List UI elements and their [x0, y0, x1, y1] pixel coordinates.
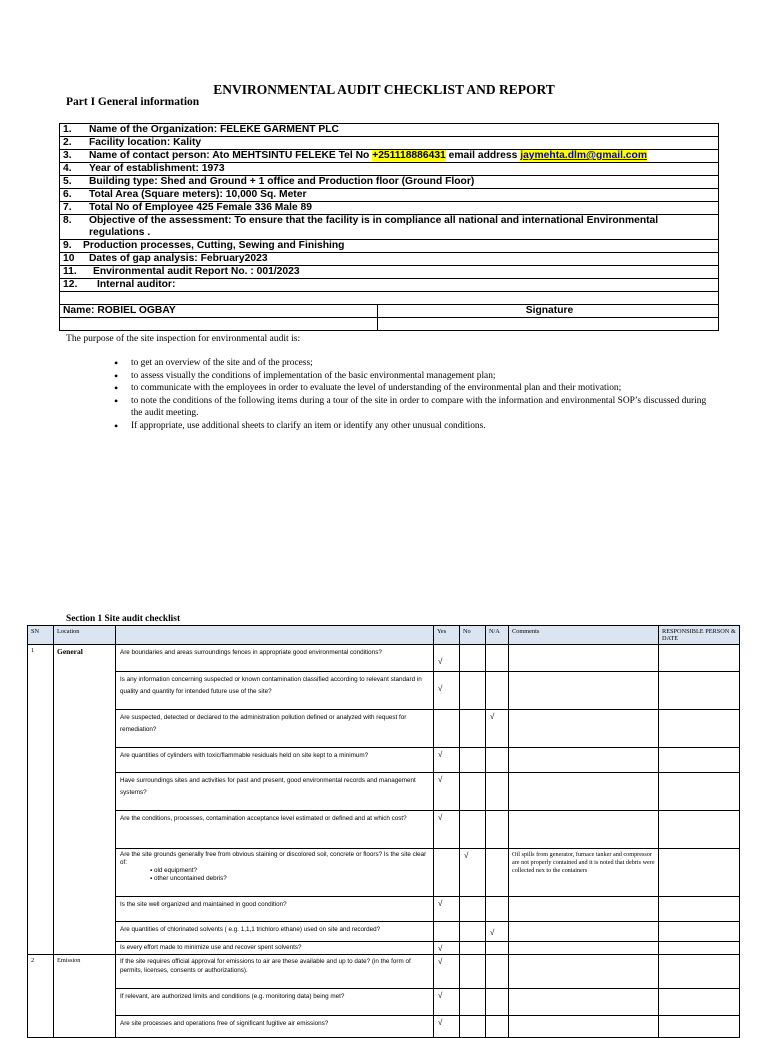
yes-cell[interactable] [434, 849, 460, 897]
row-number: 9. [63, 240, 72, 251]
na-cell[interactable] [486, 748, 509, 773]
row-number: 10 [63, 253, 75, 264]
header-sn: SN [28, 626, 54, 645]
contact-person: Name of contact person: Ato MEHTSINTU FELEKE Tel No [89, 150, 373, 161]
question-cell: If the site requires official approval for emissions to air are these available and up to date? (in the form of permits, licenses, consents or authorizations). [116, 955, 434, 989]
table-row [28, 645, 740, 672]
question-cell: Are quantities of chlorinated solvents ( e.g. 1,1,1 trichloro ethane) used on site and recorded? [116, 922, 434, 942]
no-cell[interactable] [460, 1016, 486, 1038]
yes-cell[interactable] [434, 811, 460, 849]
assessment-objective: Objective of the assessment: To ensure that the facility is in compliance all national and international Environmental [89, 215, 659, 226]
responsible-cell[interactable] [659, 1016, 740, 1038]
table-row [28, 955, 740, 989]
year-established: Year of establishment: 1973 [89, 163, 225, 174]
list-item: • to assess visually the conditions of implementation of the basic environmental management plan; [112, 370, 712, 383]
general-info-table [59, 123, 719, 331]
list-item: • to note the conditions of the following items during a tour of the site in order to compare with the information and environmental SOP’s discussed during the audit meeting. [112, 395, 712, 420]
list-item: • If appropriate, use additional sheets to clarify an item or identify any other unusual conditions. [112, 420, 712, 433]
facility-location: Facility location: Kality [89, 137, 202, 148]
no-cell[interactable] [460, 672, 486, 710]
info-row [60, 240, 719, 253]
check-mark: √ [438, 684, 443, 693]
sub-item: ▪ old equipment? [150, 867, 198, 874]
no-cell[interactable] [460, 710, 486, 748]
info-row [60, 150, 719, 163]
yes-cell[interactable] [434, 897, 460, 922]
auditor-name: Name: ROBIEL OGBAY [60, 305, 378, 318]
sub-item: ▪ other uncontained debris? [150, 875, 227, 882]
no-cell[interactable] [460, 922, 486, 942]
signature-label: Signature [378, 305, 719, 318]
info-row [60, 189, 719, 202]
audit-checklist-table [27, 625, 740, 1038]
purpose-text: The purpose of the site inspection for environmental audit is: [66, 333, 301, 344]
sn-cell: 1 [28, 645, 54, 955]
yes-cell[interactable] [434, 645, 460, 672]
info-row-signature-blank [60, 318, 719, 331]
check-mark: √ [438, 813, 443, 822]
header-item [116, 626, 434, 645]
no-cell[interactable] [460, 773, 486, 811]
question-cell: Are boundaries and areas surroundings fences in appropriate good environmental conditions? [116, 645, 434, 672]
na-cell[interactable] [486, 955, 509, 989]
info-row-name [60, 305, 719, 318]
info-row [60, 215, 719, 240]
question-cell [116, 849, 434, 897]
total-area: Total Area (Square meters): 10,000 Sq. Meter [89, 189, 307, 200]
production-processes: Production processes, Cutting, Sewing and Finishing [83, 240, 345, 251]
row-number: 6. [63, 189, 72, 200]
comment-cell[interactable] [509, 897, 659, 922]
info-row [60, 176, 719, 189]
check-mark: √ [490, 712, 495, 721]
row-number: 5. [63, 176, 72, 187]
info-row [60, 253, 719, 266]
responsible-cell[interactable] [659, 849, 740, 897]
yes-cell[interactable] [434, 942, 460, 955]
header-no: No [460, 626, 486, 645]
check-mark: √ [438, 944, 443, 953]
yes-cell[interactable] [434, 955, 460, 989]
table-row [28, 710, 740, 748]
table-row [28, 989, 740, 1016]
name-blank-cell[interactable] [60, 318, 378, 331]
check-mark: √ [464, 851, 469, 860]
email-link[interactable]: jaymehta.dlm@gmail.com [520, 150, 647, 161]
info-row [60, 137, 719, 150]
table-row [28, 811, 740, 849]
yes-cell[interactable] [434, 989, 460, 1016]
no-cell[interactable] [460, 955, 486, 989]
comment-cell[interactable] [509, 955, 659, 989]
question-text: Are the site grounds generally free from obvious staining or discolored soil, concrete or floors? Is the site clear of: [120, 851, 427, 866]
sn-cell: 2 [28, 955, 54, 1038]
comment-cell[interactable] [509, 748, 659, 773]
report-number: Environmental audit Report No. : 001/2023 [93, 266, 300, 277]
responsible-cell[interactable] [659, 811, 740, 849]
assessment-objective-cont: regulations . [89, 227, 151, 238]
yes-cell[interactable] [434, 773, 460, 811]
comment-cell[interactable] [509, 645, 659, 672]
comment-cell[interactable] [509, 922, 659, 942]
row-number: 3. [63, 150, 72, 161]
info-row [60, 163, 719, 176]
phone-number: +251118886431 [372, 150, 446, 161]
comment-cell[interactable] [509, 710, 659, 748]
no-cell[interactable] [460, 897, 486, 922]
na-cell[interactable] [486, 811, 509, 849]
yes-cell[interactable] [434, 748, 460, 773]
yes-cell[interactable] [434, 710, 460, 748]
na-cell[interactable] [486, 922, 509, 942]
responsible-cell[interactable] [659, 989, 740, 1016]
na-cell[interactable] [486, 897, 509, 922]
responsible-cell[interactable] [659, 710, 740, 748]
comment-cell[interactable] [509, 773, 659, 811]
section-title: Section 1 Site audit checklist [66, 614, 181, 624]
question-cell: If relevant, are authorized limits and conditions (e.g. monitoring data) being met? [116, 989, 434, 1016]
na-cell[interactable] [486, 672, 509, 710]
no-cell[interactable] [460, 645, 486, 672]
na-cell[interactable] [486, 645, 509, 672]
info-row [60, 124, 719, 137]
na-cell[interactable] [486, 942, 509, 955]
question-cell: Are suspected, detected or declared to the administration pollution defined or analyzed with request for remediation? [116, 710, 434, 748]
question-cell: Have surroundings sites and activities for past and present, good environmental records and management systems? [116, 773, 434, 811]
row-number: 1. [63, 124, 72, 135]
responsible-cell[interactable] [659, 942, 740, 955]
no-cell[interactable] [460, 748, 486, 773]
question-cell: Is any information concerning suspected or known contamination classified according to relevant standard in quality and quantity for intended future use of the site? [116, 672, 434, 710]
responsible-cell[interactable] [659, 748, 740, 773]
email-label: email address [445, 150, 521, 161]
row-number: 8. [63, 215, 72, 226]
responsible-cell[interactable] [659, 672, 740, 710]
yes-cell[interactable] [434, 672, 460, 710]
table-row [28, 942, 740, 955]
part-title: Part I General information [66, 96, 200, 108]
internal-auditor-label: Internal auditor: [97, 279, 176, 290]
check-mark: √ [438, 1018, 443, 1027]
row-number: 11. [63, 266, 77, 277]
no-cell[interactable] [460, 811, 486, 849]
comment-cell[interactable] [509, 811, 659, 849]
na-cell[interactable] [486, 710, 509, 748]
info-row [60, 202, 719, 215]
building-type: Building type: Shed and Ground + 1 office and Production floor (Ground Floor) [89, 176, 475, 187]
comment-cell[interactable] [509, 942, 659, 955]
header-comments: Comments [509, 626, 659, 645]
signature-blank-cell[interactable] [378, 318, 719, 331]
page-title: ENVIRONMENTAL AUDIT CHECKLIST AND REPORT [213, 82, 555, 97]
na-cell[interactable] [486, 849, 509, 897]
comment-cell[interactable] [509, 672, 659, 710]
check-mark: √ [438, 899, 443, 908]
responsible-cell[interactable] [659, 955, 740, 989]
table-row [28, 1016, 740, 1038]
location-cell: General [54, 645, 116, 955]
header-location: Location [54, 626, 116, 645]
responsible-cell[interactable] [659, 645, 740, 672]
info-row [60, 266, 719, 279]
na-cell[interactable] [486, 989, 509, 1016]
check-mark: √ [438, 957, 443, 966]
table-row [28, 897, 740, 922]
table-row [28, 922, 740, 942]
yes-cell[interactable] [434, 922, 460, 942]
table-row [28, 672, 740, 710]
row-number: 7. [63, 202, 72, 213]
row-number: 12. [63, 279, 78, 290]
header-yes: Yes [434, 626, 460, 645]
table-row [28, 849, 740, 897]
question-cell: Is every effort made to minimize use and recover spent solvents? [116, 942, 434, 955]
na-cell[interactable] [486, 773, 509, 811]
purpose-list [112, 357, 712, 432]
table-row [28, 748, 740, 773]
info-row [60, 279, 719, 292]
header-na: N/A [486, 626, 509, 645]
comment-cell[interactable] [509, 1016, 659, 1038]
responsible-cell[interactable] [659, 773, 740, 811]
check-mark: √ [438, 775, 443, 784]
check-mark: √ [438, 657, 443, 666]
check-mark: √ [438, 991, 443, 1000]
comment-cell[interactable]: Oil spills from generator, furnace tanker and compressor are not properly contained and it is noted that debris were collected nex to the containers [509, 849, 659, 897]
check-mark: √ [490, 928, 495, 937]
info-row-blank [60, 292, 719, 305]
employee-count: Total No of Employee 425 Female 336 Male 89 [89, 202, 312, 213]
table-header-row [28, 626, 740, 645]
gap-analysis-date: Dates of gap analysis: February2023 [89, 253, 268, 264]
row-number: 2. [63, 137, 72, 148]
row-number: 4. [63, 163, 72, 174]
question-cell: Are quantities of cylinders with toxic/flammable residuals held on site kept to a minimum? [116, 748, 434, 773]
question-cell: Are the conditions, processes, contamination acceptance level estimated or defined and at which cost? [116, 811, 434, 849]
header-responsible: RESPONSIBLE PERSON & DATE [659, 626, 740, 645]
no-cell[interactable] [460, 989, 486, 1016]
organization-name: Name of the Organization: FELEKE GARMENT PLC [89, 124, 339, 135]
question-cell: Are site processes and operations free of significant fugitive air emissions? [116, 1016, 434, 1038]
comment-cell[interactable] [509, 989, 659, 1016]
responsible-cell[interactable] [659, 897, 740, 922]
yes-cell[interactable] [434, 1016, 460, 1038]
no-cell[interactable] [460, 849, 486, 897]
list-item: • to communicate with the employees in order to evaluate the level of understanding of the environmental plan and their motivation; [112, 382, 712, 395]
location-cell: Emission [54, 955, 116, 1038]
table-row [28, 773, 740, 811]
list-item: • to get an overview of the site and of the process; [112, 357, 712, 370]
no-cell[interactable] [460, 942, 486, 955]
check-mark: √ [438, 750, 443, 759]
responsible-cell[interactable] [659, 922, 740, 942]
question-cell: Is the site well organized and maintained in good condition? [116, 897, 434, 922]
na-cell[interactable] [486, 1016, 509, 1038]
